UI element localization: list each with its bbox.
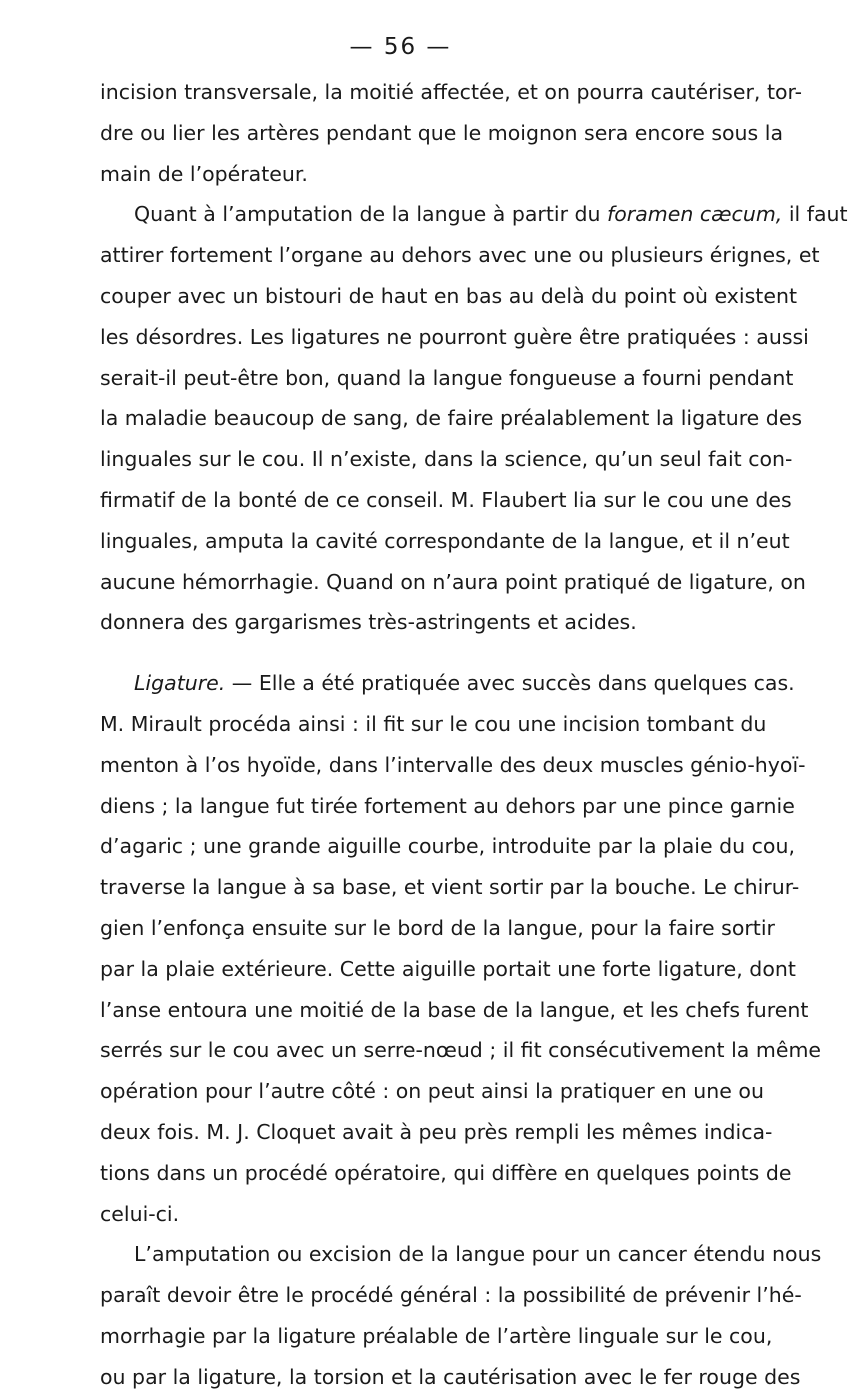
text-line: donnera des gargarismes très-astringents et acides. [100,610,637,635]
text-line: tions dans un procédé opératoire, qui diffère en quelques points de [100,1160,792,1185]
text-line: morrhagie par la ligature préalable de l’artère linguale sur le cou, [100,1323,773,1348]
text-line: paraît devoir être le procédé général : la possibilité de prévenir l’hé- [100,1283,802,1308]
text-line: d’agaric ; une grande aiguille courbe, introduite par la plaie du cou, [100,834,795,859]
text-line: celui-ci. [100,1201,180,1226]
text-line: linguales sur le cou. Il n’existe, dans la science, qu’un seul fait con- [100,447,793,472]
text-span: — Elle a été pratiquée avec succès dans quelques cas. [225,671,795,696]
text-line: traverse la langue à sa base, et vient sortir par la bouche. Le chirur- [100,875,800,900]
text-line: par la plaie extérieure. Cette aiguille portait une forte ligature, dont [100,956,796,981]
text-line: L’amputation ou excision de la langue pour un cancer étendu nous [134,1242,822,1267]
text-line: aucune hémorrhagie. Quand on n’aura point pratiqué de ligature, on [100,569,806,594]
page-number-header: — 56 — [349,34,452,60]
text-line [100,194,848,235]
text-line: deux fois. M. J. Cloquet avait à peu près rempli les mêmes indica- [100,1119,773,1144]
text-line: opération pour l’autre côté : on peut ainsi la pratiquer en une ou [100,1079,764,1104]
text-line: linguales, amputa la cavité correspondante de la langue, et il n’eut [100,528,790,553]
section-lead-italic: Ligature. [134,671,226,696]
text-line: les désordres. Les ligatures ne pourront guère être pratiquées : aussi [100,324,809,349]
italic-term: foramen cæcum, [607,202,783,227]
text-span: Quant à l’amputation de la langue à partir du [134,202,601,227]
text-line: dre ou lier les artères pendant que le moignon sera encore sous la [100,120,784,145]
text-line: attirer fortement l’organe au dehors avec une ou plusieurs érignes, et [100,243,820,268]
body-text [100,72,848,1398]
text-line: couper avec un bistouri de haut en bas au delà du point où existent [100,283,797,308]
text-line: gien l’enfonça ensuite sur le bord de la langue, pour la faire sortir [100,915,775,940]
text-line: diens ; la langue fut tirée fortement au dehors par une pince garnie [100,793,795,818]
text-line: incision transversale, la moitié affectée, et on pourra cautériser, tor- [100,80,803,104]
text-line: l’anse entoura une moitié de la base de la langue, et les chefs furent [100,997,809,1022]
text-line: menton à l’os hyoïde, dans l’intervalle des deux muscles génio-hyoï- [100,752,806,777]
text-span: il faut [782,202,848,227]
text-line: ou par la ligature, la torsion et la cautérisation avec le fer rouge des [100,1364,801,1389]
text-line: serrés sur le cou avec un serre-nœud ; il fit consécutivement la même [100,1038,822,1063]
text-line: M. Mirault procéda ainsi : il fit sur le cou une incision tombant du [100,711,767,736]
text-line: la maladie beaucoup de sang, de faire préalablement la ligature des [100,406,803,431]
text-line [100,663,795,704]
text-line: serait-il peut-être bon, quand la langue fongueuse a fourni pendant [100,365,794,390]
text-line: main de l’opérateur. [100,161,308,186]
text-line: firmatif de la bonté de ce conseil. M. Flaubert lia sur le cou une des [100,487,792,512]
